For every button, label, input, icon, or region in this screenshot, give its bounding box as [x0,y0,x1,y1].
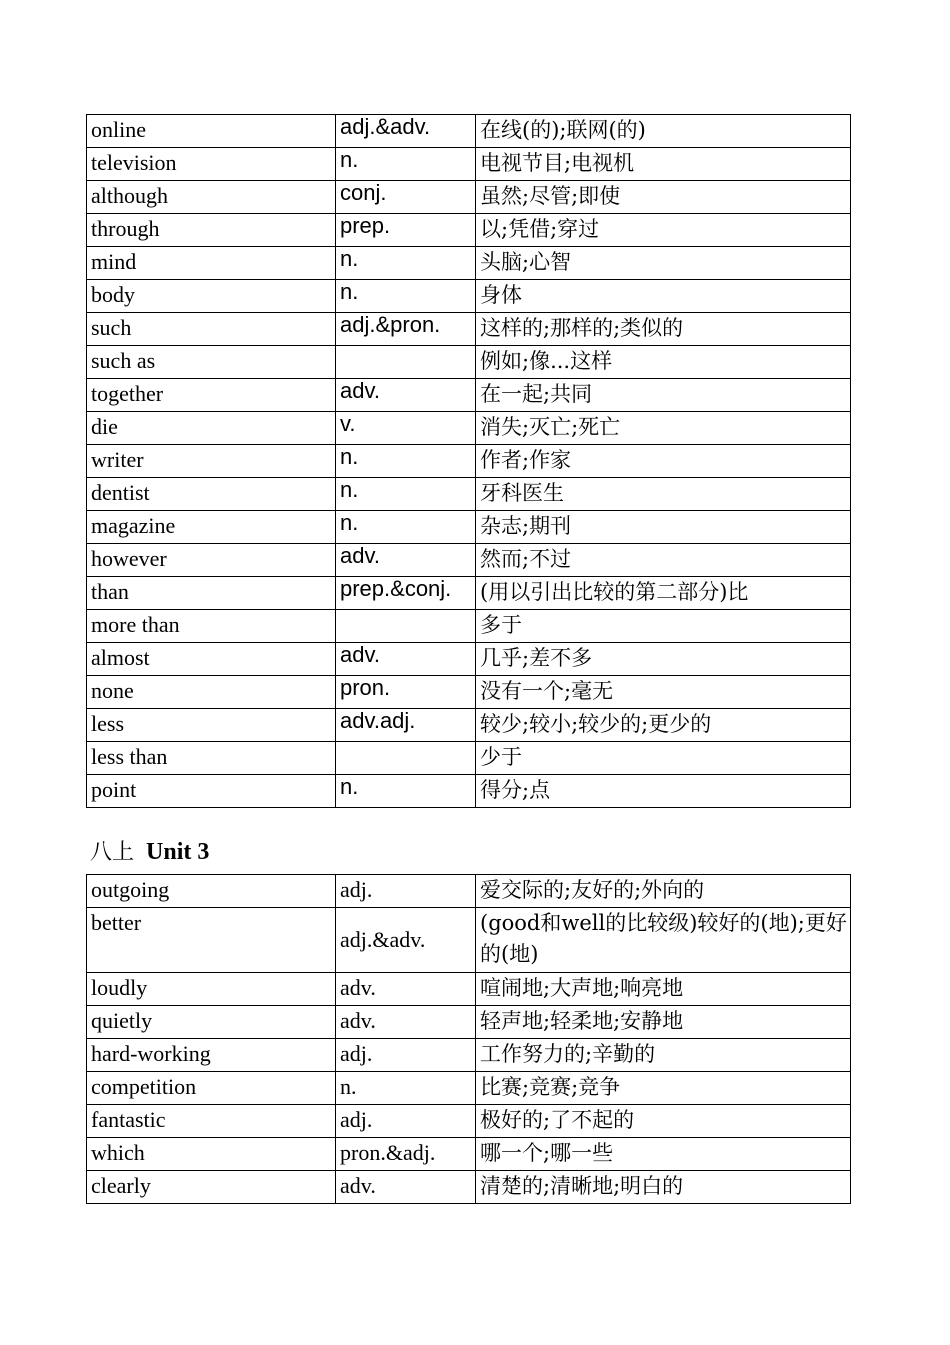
table-row [87,511,851,544]
table-row [87,148,851,181]
pos-cell: n. [336,148,476,181]
table-row [87,908,851,973]
pos-cell: adv. [336,379,476,412]
meaning-cell: 工作努力的;辛勤的 [476,1039,851,1072]
meaning-cell: 然而;不过 [476,544,851,577]
word-cell: which [87,1138,336,1171]
table-row [87,412,851,445]
meaning-cell: 在线(的);联网(的) [476,115,851,148]
table-row [87,445,851,478]
word-cell: through [87,214,336,247]
vocab-table-2 [86,874,851,1204]
table-row [87,181,851,214]
table-row [87,115,851,148]
word-cell: magazine [87,511,336,544]
meaning-cell: 杂志;期刊 [476,511,851,544]
table-row [87,875,851,908]
meaning-cell: 少于 [476,742,851,775]
meaning-cell: 消失;灭亡;死亡 [476,412,851,445]
word-cell: competition [87,1072,336,1105]
meaning-cell: 喧闹地;大声地;响亮地 [476,973,851,1006]
word-cell: body [87,280,336,313]
meaning-cell: 极好的;了不起的 [476,1105,851,1138]
pos-cell [336,346,476,379]
pos-cell: pron. [336,676,476,709]
table-row [87,313,851,346]
word-cell: online [87,115,336,148]
meaning-cell: 没有一个;毫无 [476,676,851,709]
meaning-cell: 头脑;心智 [476,247,851,280]
meaning-cell: 几乎;差不多 [476,643,851,676]
pos-cell [336,742,476,775]
table-row [87,1039,851,1072]
word-cell: none [87,676,336,709]
table-row [87,247,851,280]
table-row [87,346,851,379]
pos-cell: adv. [336,643,476,676]
section-heading-grade: 八上 [90,840,135,865]
word-cell: together [87,379,336,412]
table-row [87,610,851,643]
vocab-table-1 [86,114,851,808]
word-cell: however [87,544,336,577]
pos-cell: adv. [336,973,476,1006]
table-row [87,643,851,676]
word-cell: dentist [87,478,336,511]
table-row [87,214,851,247]
pos-cell: adv. [336,1006,476,1039]
pos-cell: adj.&adv. [336,908,476,973]
meaning-cell: (good和well的比较级)较好的(地);更好的(地) [476,908,851,973]
word-cell: better [87,908,336,973]
word-cell: although [87,181,336,214]
table-row [87,478,851,511]
word-cell: loudly [87,973,336,1006]
word-cell: than [87,577,336,610]
table-row [87,1138,851,1171]
table-row [87,742,851,775]
word-cell: less [87,709,336,742]
pos-cell: n. [336,478,476,511]
word-cell: quietly [87,1006,336,1039]
word-cell: writer [87,445,336,478]
meaning-cell: 较少;较小;较少的;更少的 [476,709,851,742]
table-row [87,577,851,610]
meaning-cell: 比赛;竞赛;竞争 [476,1072,851,1105]
word-cell: point [87,775,336,808]
meaning-cell: 得分;点 [476,775,851,808]
meaning-cell: 爱交际的;友好的;外向的 [476,875,851,908]
table-row [87,676,851,709]
pos-cell: adj. [336,1105,476,1138]
pos-cell: n. [336,1072,476,1105]
pos-cell: adj.&adv. [336,115,476,148]
pos-cell: n. [336,445,476,478]
meaning-cell: 清楚的;清晰地;明白的 [476,1171,851,1204]
table-row [87,1072,851,1105]
meaning-cell: (用以引出比较的第二部分)比 [476,577,851,610]
table-row [87,1171,851,1204]
word-cell: television [87,148,336,181]
meaning-cell: 牙科医生 [476,478,851,511]
pos-cell: n. [336,280,476,313]
meaning-cell: 身体 [476,280,851,313]
table-row [87,973,851,1006]
pos-cell: adj. [336,875,476,908]
table-row [87,1006,851,1039]
pos-cell [336,610,476,643]
table-row [87,709,851,742]
word-cell: hard-working [87,1039,336,1072]
section-heading [90,836,209,869]
word-cell: such as [87,346,336,379]
pos-cell: n. [336,247,476,280]
meaning-cell: 作者;作家 [476,445,851,478]
word-cell: fantastic [87,1105,336,1138]
word-cell: clearly [87,1171,336,1204]
word-cell: outgoing [87,875,336,908]
pos-cell: prep.&conj. [336,577,476,610]
pos-cell: adj. [336,1039,476,1072]
word-cell: less than [87,742,336,775]
pos-cell: adj.&pron. [336,313,476,346]
word-cell: more than [87,610,336,643]
table-row [87,1105,851,1138]
table-row [87,379,851,412]
meaning-cell: 例如;像...这样 [476,346,851,379]
pos-cell: pron.&adj. [336,1138,476,1171]
section-heading-unit: Unit 3 [146,839,210,865]
meaning-cell: 虽然;尽管;即使 [476,181,851,214]
pos-cell: adv. [336,544,476,577]
meaning-cell: 以;凭借;穿过 [476,214,851,247]
pos-cell: n. [336,775,476,808]
table-row [87,280,851,313]
pos-cell: adv.adj. [336,709,476,742]
meaning-cell: 在一起;共同 [476,379,851,412]
meaning-cell: 电视节目;电视机 [476,148,851,181]
pos-cell: adv. [336,1171,476,1204]
meaning-cell: 这样的;那样的;类似的 [476,313,851,346]
word-cell: mind [87,247,336,280]
table-row [87,544,851,577]
meaning-cell: 多于 [476,610,851,643]
pos-cell: v. [336,412,476,445]
word-cell: die [87,412,336,445]
meaning-cell: 哪一个;哪一些 [476,1138,851,1171]
table-row [87,775,851,808]
pos-cell: n. [336,511,476,544]
pos-cell: conj. [336,181,476,214]
word-cell: almost [87,643,336,676]
pos-cell: prep. [336,214,476,247]
word-cell: such [87,313,336,346]
meaning-cell: 轻声地;轻柔地;安静地 [476,1006,851,1039]
